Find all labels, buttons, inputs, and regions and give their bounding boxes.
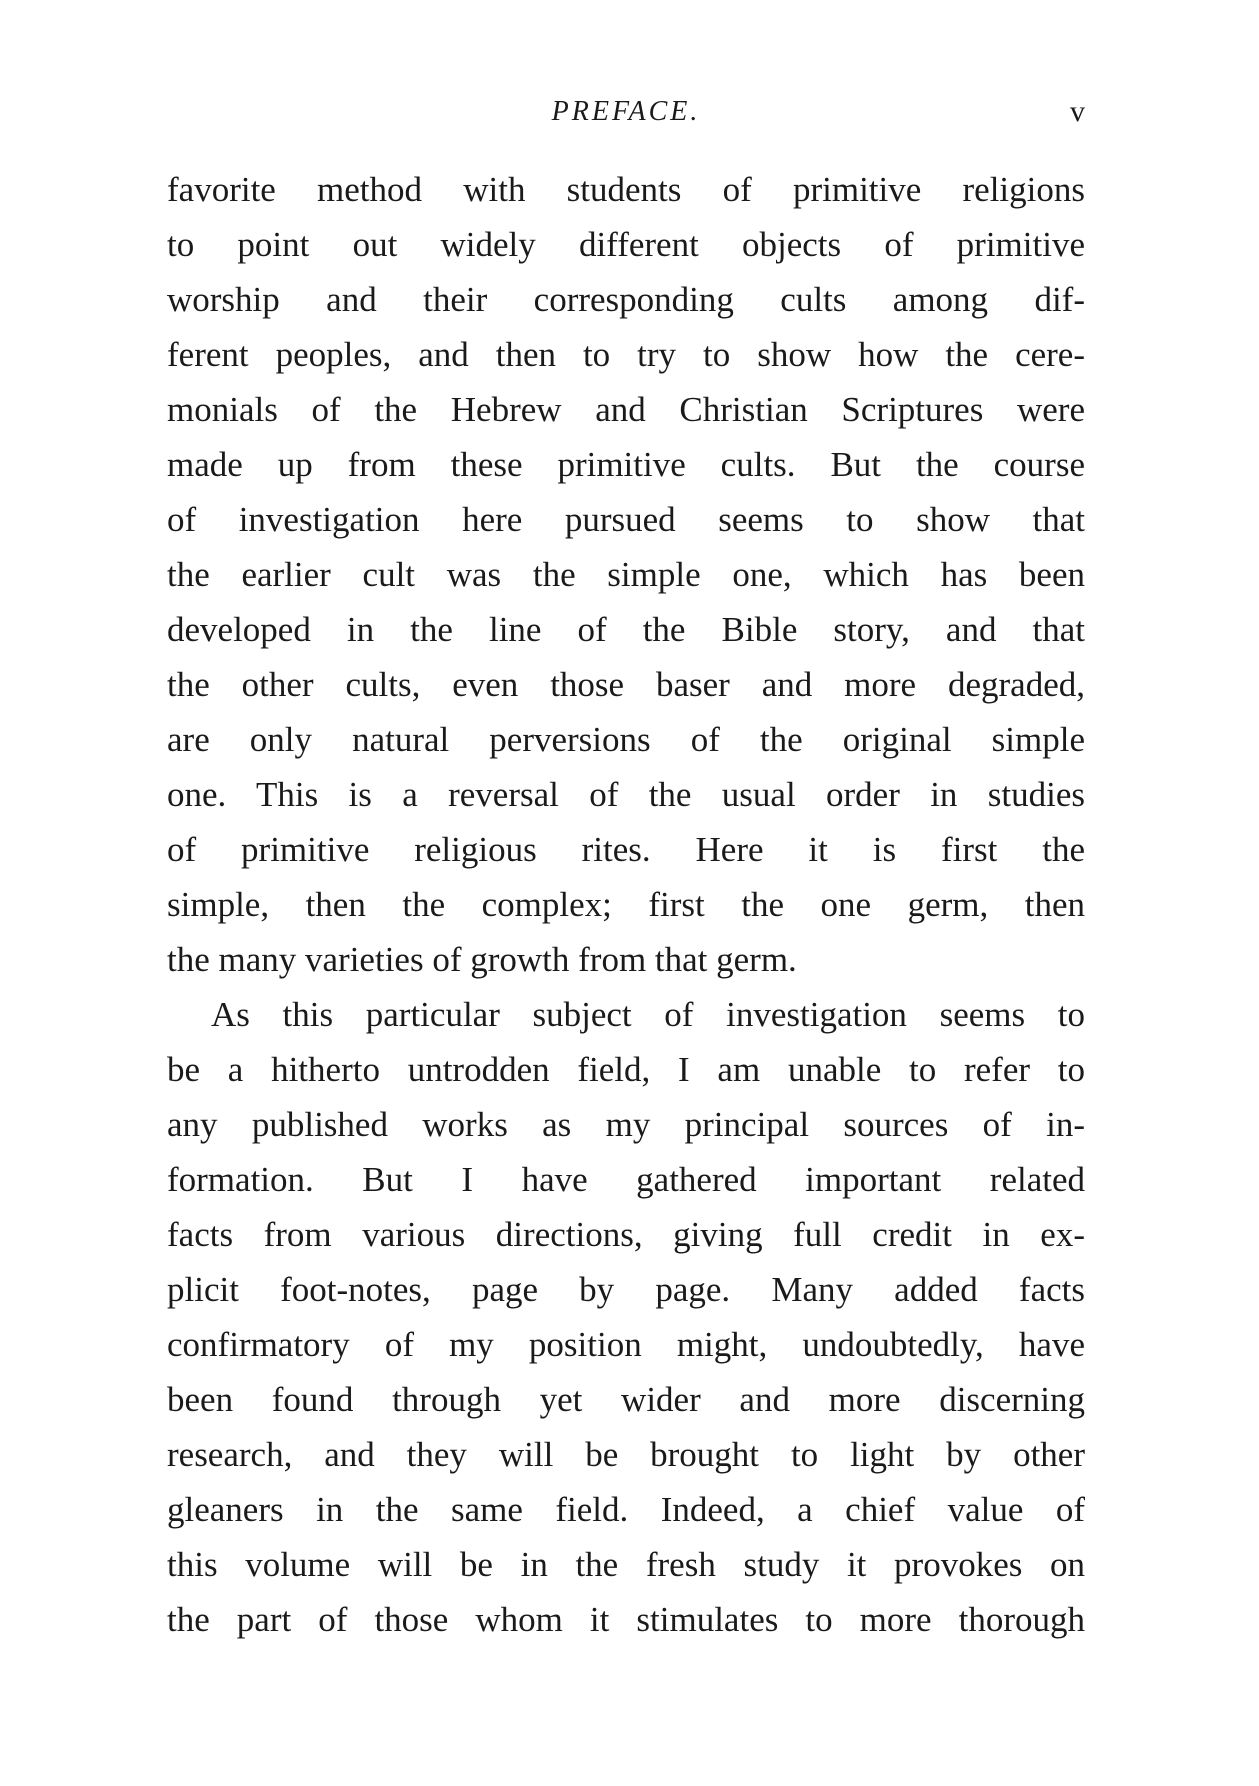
- page-number: v: [1070, 95, 1085, 128]
- text-line: to point out widely different objects of primitive: [167, 225, 1085, 264]
- text-line: the other cults, even those baser and more degraded,: [167, 665, 1085, 704]
- text-line: the part of those whom it stimulates to more thorough: [167, 1600, 1085, 1639]
- text-line: are only natural perversions of the original simple: [167, 720, 1085, 759]
- text-line: research, and they will be brought to light by other: [167, 1435, 1085, 1474]
- text-line: monials of the Hebrew and Christian Scriptures were: [167, 390, 1085, 429]
- text-line: made up from these primitive cults. But the course: [167, 445, 1085, 484]
- text-line: this volume will be in the fresh study it provokes on: [167, 1545, 1085, 1584]
- text-line: been found through yet wider and more discerning: [167, 1380, 1085, 1419]
- text-line: worship and their corresponding cults among dif-: [167, 280, 1085, 319]
- text-line: plicit foot-notes, page by page. Many added facts: [167, 1270, 1085, 1309]
- running-title: PREFACE.: [551, 96, 701, 127]
- text-line: gleaners in the same field. Indeed, a chief value of: [167, 1490, 1085, 1529]
- text-line: any published works as my principal sources of in-: [167, 1105, 1085, 1144]
- text-line: simple, then the complex; first the one germ, then: [167, 885, 1085, 924]
- text-line: be a hitherto untrodden field, I am unable to refer to: [167, 1050, 1085, 1089]
- paragraph-end-line: the many varieties of growth from that germ.: [167, 940, 797, 979]
- text-line: developed in the line of the Bible story, and that: [167, 610, 1085, 649]
- text-line: of investigation here pursued seems to show that: [167, 500, 1085, 539]
- text-line: formation. But I have gathered important related: [167, 1160, 1085, 1199]
- paragraph-start-line: As this particular subject of investigation seems to: [211, 995, 1085, 1034]
- text-line: ferent peoples, and then to try to show how the cere-: [167, 335, 1085, 374]
- body-text: [167, 162, 1085, 1647]
- text-line: favorite method with students of primitive religions: [167, 170, 1085, 209]
- running-head: [167, 92, 1085, 132]
- text-line: confirmatory of my position might, undoubtedly, have: [167, 1325, 1085, 1364]
- text-line: the earlier cult was the simple one, which has been: [167, 555, 1085, 594]
- text-line: facts from various directions, giving full credit in ex-: [167, 1215, 1085, 1254]
- text-line: of primitive religious rites. Here it is first the: [167, 830, 1085, 869]
- text-line: one. This is a reversal of the usual order in studies: [167, 775, 1085, 814]
